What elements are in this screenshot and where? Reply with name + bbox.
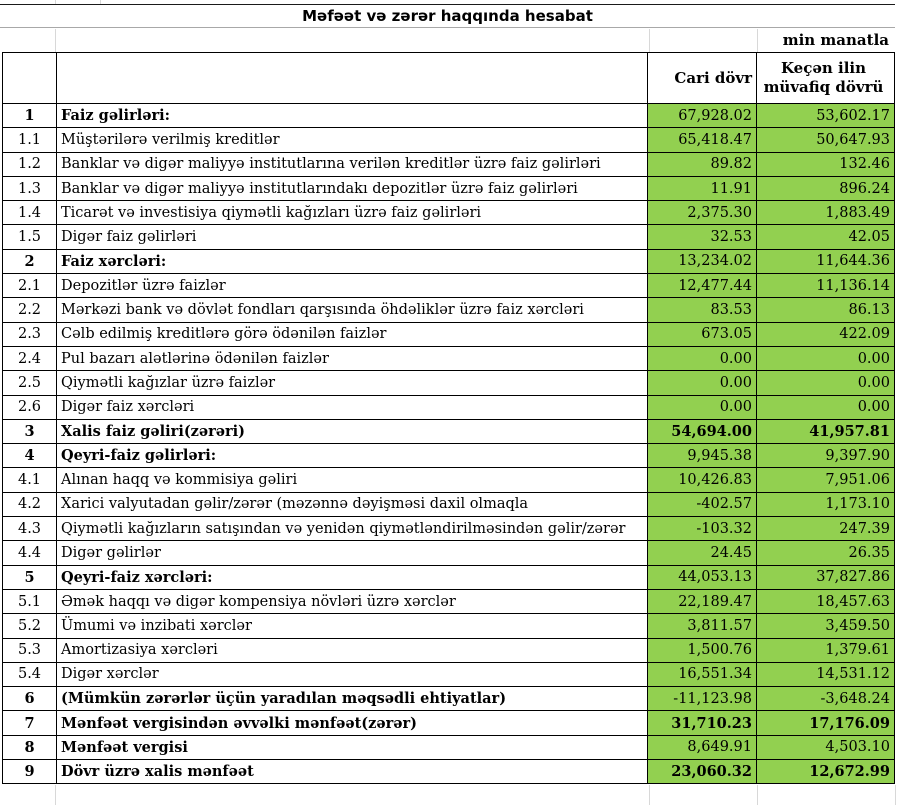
previous-period-value-cell: 9,397.90 <box>756 444 894 467</box>
table-row <box>3 638 894 662</box>
row-label-cell: Qiymətli kağızların satışından və yenidən qiymətləndirilməsindən gəlir/zərər <box>56 517 647 540</box>
previous-period-value-cell: 53,602.17 <box>756 104 894 127</box>
previous-period-value-cell: 1,173.10 <box>756 493 894 516</box>
row-label-cell: Pul bazarı alətlərinə ödənilən faizlər <box>56 347 647 370</box>
row-label-cell: Banklar və digər maliyyə institutlarındakı depozitlər üzrə faiz gəlirləri <box>56 177 647 200</box>
previous-period-value-cell: -3,648.24 <box>756 687 894 710</box>
previous-period-value-cell: 0.00 <box>756 396 894 419</box>
current-period-value-cell: 12,477.44 <box>647 274 756 297</box>
header-description-cell <box>56 53 647 103</box>
row-number-cell: 1 <box>24 107 35 125</box>
page-title: Məfəət və zərər haqqında hesabat <box>302 7 593 25</box>
table-row <box>3 152 894 176</box>
row-number-cell: 2.6 <box>17 399 42 416</box>
pnl-table <box>2 52 895 784</box>
table-row <box>3 395 894 419</box>
previous-period-value-cell: 86.13 <box>756 298 894 321</box>
table-row <box>3 686 894 710</box>
row-number-cell: 5.1 <box>17 593 42 610</box>
previous-period-value-cell: 132.46 <box>756 153 894 176</box>
gridline <box>757 29 758 52</box>
current-period-value-cell: 54,694.00 <box>647 420 756 443</box>
previous-period-value-cell: 42.05 <box>756 225 894 248</box>
previous-period-value-cell: 0.00 <box>756 371 894 394</box>
previous-period-value-cell: 11,644.36 <box>756 250 894 273</box>
row-number-cell: 2.2 <box>17 302 42 319</box>
previous-period-value-cell: 50,647.93 <box>756 128 894 151</box>
row-label-cell: Digər faiz gəlirləri <box>56 225 647 248</box>
current-period-value-cell: 24.45 <box>647 541 756 564</box>
current-period-value-cell: 673.05 <box>647 323 756 346</box>
table-row <box>3 346 894 370</box>
row-label-cell: Müştərilərə verilmiş kreditlər <box>56 128 647 151</box>
row-label-cell: Mənfəət vergisindən əvvəlki mənfəət(zərər) <box>56 711 647 734</box>
row-label-cell: Qeyri-faiz xərcləri: <box>56 566 647 589</box>
table-header-row <box>3 53 894 103</box>
row-label-cell: Mənfəət vergisi <box>56 736 647 759</box>
row-label-cell: Faiz xərcləri: <box>56 250 647 273</box>
gridline <box>649 29 650 52</box>
row-number-cell: 1.2 <box>17 156 42 173</box>
table-row <box>3 176 894 200</box>
previous-period-value-cell: 3,459.50 <box>756 614 894 637</box>
previous-period-value-cell: 896.24 <box>756 177 894 200</box>
row-number-cell: 9 <box>24 763 35 781</box>
header-number-cell <box>3 53 56 103</box>
current-period-value-cell: 22,189.47 <box>647 590 756 613</box>
title-row <box>0 4 895 28</box>
row-label-cell: (Mümkün zərərlər üçün yaradılan məqsədli ehtiyatlar) <box>56 687 647 710</box>
row-label-cell: Mərkəzi bank və dövlət fondları qarşısında öhdəliklər üzrə faiz xərcləri <box>56 298 647 321</box>
current-period-value-cell: 0.00 <box>647 347 756 370</box>
row-number-cell: 2.4 <box>17 350 42 367</box>
table-row <box>3 710 894 734</box>
current-period-value-cell: 16,551.34 <box>647 663 756 686</box>
current-period-value-cell: 65,418.47 <box>647 128 756 151</box>
row-label-cell: Əmək haqqı və digər kompensiya növləri üzrə xərclər <box>56 590 647 613</box>
gridline <box>757 785 758 805</box>
previous-period-value-cell: 0.00 <box>756 347 894 370</box>
current-period-value-cell: 0.00 <box>647 396 756 419</box>
row-label-cell: Xarici valyutadan gəlir/zərər (məzənnə dəyişməsi daxil olmaqla <box>56 493 647 516</box>
table-row <box>3 467 894 491</box>
table-row <box>3 297 894 321</box>
row-number-cell: 4.1 <box>17 472 42 489</box>
current-period-value-cell: 83.53 <box>647 298 756 321</box>
row-number-cell: 2.5 <box>17 374 42 391</box>
previous-period-value-cell: 17,176.09 <box>756 711 894 734</box>
row-label-cell: Xalis faiz gəliri(zərəri) <box>56 420 647 443</box>
row-number-cell: 4.3 <box>17 520 42 537</box>
table-row <box>3 565 894 589</box>
row-label-cell: Banklar və digər maliyyə institutlarına verilən kreditlər üzrə faiz gəlirləri <box>56 153 647 176</box>
row-number-cell: 2 <box>24 252 35 270</box>
row-number-cell: 3 <box>24 423 35 440</box>
row-number-cell: 1.4 <box>17 204 42 221</box>
current-period-value-cell: 44,053.13 <box>647 566 756 589</box>
gridline <box>649 785 650 805</box>
row-label-cell: Qeyri-faiz gəlirləri: <box>56 444 647 467</box>
table-row <box>3 273 894 297</box>
row-number-cell: 4 <box>24 447 35 465</box>
row-number-cell: 5.4 <box>17 666 42 683</box>
table-row <box>3 322 894 346</box>
row-number-cell: 5.3 <box>17 642 42 659</box>
table-row <box>3 540 894 564</box>
row-label-cell: Cəlb edilmiş kreditlərə görə ödənilən faizlər <box>56 323 647 346</box>
current-period-value-cell: -402.57 <box>647 493 756 516</box>
table-row <box>3 613 894 637</box>
current-period-value-cell: 31,710.23 <box>647 711 756 734</box>
row-number-cell: 5 <box>24 568 35 586</box>
current-period-value-cell: 13,234.02 <box>647 250 756 273</box>
row-label-cell: Digər gəlirlər <box>56 541 647 564</box>
current-period-value-cell: 8,649.91 <box>647 736 756 759</box>
row-number-cell: 4.4 <box>17 544 42 561</box>
previous-period-value-cell: 18,457.63 <box>756 590 894 613</box>
row-number-cell: 4.2 <box>17 496 42 513</box>
current-period-value-cell: 9,945.38 <box>647 444 756 467</box>
table-row <box>3 589 894 613</box>
row-label-cell: Ticarət və investisiya qiymətli kağızları üzrə faiz gəlirləri <box>56 201 647 224</box>
row-number-cell: 1.1 <box>17 131 42 148</box>
row-label-cell: Alınan haqq və kommisiya gəliri <box>56 468 647 491</box>
unit-note: min manatla <box>782 31 889 49</box>
current-period-value-cell: 11.91 <box>647 177 756 200</box>
current-period-value-cell: 10,426.83 <box>647 468 756 491</box>
current-period-value-cell: 1,500.76 <box>647 639 756 662</box>
previous-period-value-cell: 11,136.14 <box>756 274 894 297</box>
table-row <box>3 516 894 540</box>
gridline <box>895 785 896 805</box>
table-row <box>3 224 894 248</box>
row-label-cell: Ümumi və inzibati xərclər <box>56 614 647 637</box>
row-number-cell: 5.2 <box>17 617 42 634</box>
row-label-cell: Amortizasiya xərcləri <box>56 639 647 662</box>
row-number-cell: 8 <box>24 738 35 756</box>
current-period-value-cell: 23,060.32 <box>647 760 756 783</box>
row-label-cell: Digər faiz xərcləri <box>56 396 647 419</box>
table-row <box>3 759 894 783</box>
previous-period-value-cell: 7,951.06 <box>756 468 894 491</box>
table-body <box>3 103 894 783</box>
header-current-period: Cari dövr <box>647 53 756 103</box>
row-number-cell: 1.3 <box>17 180 42 197</box>
table-row <box>3 492 894 516</box>
table-row <box>3 127 894 151</box>
previous-period-value-cell: 1,883.49 <box>756 201 894 224</box>
current-period-value-cell: -11,123.98 <box>647 687 756 710</box>
previous-period-value-cell: 41,957.81 <box>756 420 894 443</box>
previous-period-value-cell: 37,827.86 <box>756 566 894 589</box>
gridline <box>55 785 56 805</box>
table-row <box>3 419 894 443</box>
table-row <box>3 103 894 127</box>
table-row <box>3 735 894 759</box>
previous-period-value-cell: 14,531.12 <box>756 663 894 686</box>
table-row <box>3 200 894 224</box>
previous-period-value-cell: 1,379.61 <box>756 639 894 662</box>
row-label-cell: Dövr üzrə xalis mənfəət <box>56 760 647 783</box>
previous-period-value-cell: 26.35 <box>756 541 894 564</box>
previous-period-value-cell: 4,503.10 <box>756 736 894 759</box>
current-period-value-cell: 67,928.02 <box>647 104 756 127</box>
row-number-cell: 1.5 <box>17 229 42 246</box>
table-row <box>3 662 894 686</box>
row-label-cell: Faiz gəlirləri: <box>56 104 647 127</box>
current-period-value-cell: 2,375.30 <box>647 201 756 224</box>
table-row <box>3 249 894 273</box>
gridline <box>55 29 56 52</box>
row-label-cell: Depozitlər üzrə faizlər <box>56 274 647 297</box>
previous-period-value-cell: 247.39 <box>756 517 894 540</box>
row-number-cell: 6 <box>24 690 35 708</box>
current-period-value-cell: 3,811.57 <box>647 614 756 637</box>
row-label-cell: Qiymətli kağızlar üzrə faizlər <box>56 371 647 394</box>
current-period-value-cell: 32.53 <box>647 225 756 248</box>
row-number-cell: 2.1 <box>17 277 42 294</box>
table-row <box>3 443 894 467</box>
unit-row <box>0 28 893 52</box>
row-number-cell: 7 <box>24 714 35 732</box>
row-number-cell: 2.3 <box>17 326 42 343</box>
previous-period-value-cell: 12,672.99 <box>756 760 894 783</box>
row-label-cell: Digər xərclər <box>56 663 647 686</box>
previous-period-value-cell: 422.09 <box>756 323 894 346</box>
table-row <box>3 370 894 394</box>
current-period-value-cell: 0.00 <box>647 371 756 394</box>
current-period-value-cell: -103.32 <box>647 517 756 540</box>
current-period-value-cell: 89.82 <box>647 153 756 176</box>
header-previous-period: Keçən ilin müvafiq dövrü <box>756 53 894 103</box>
